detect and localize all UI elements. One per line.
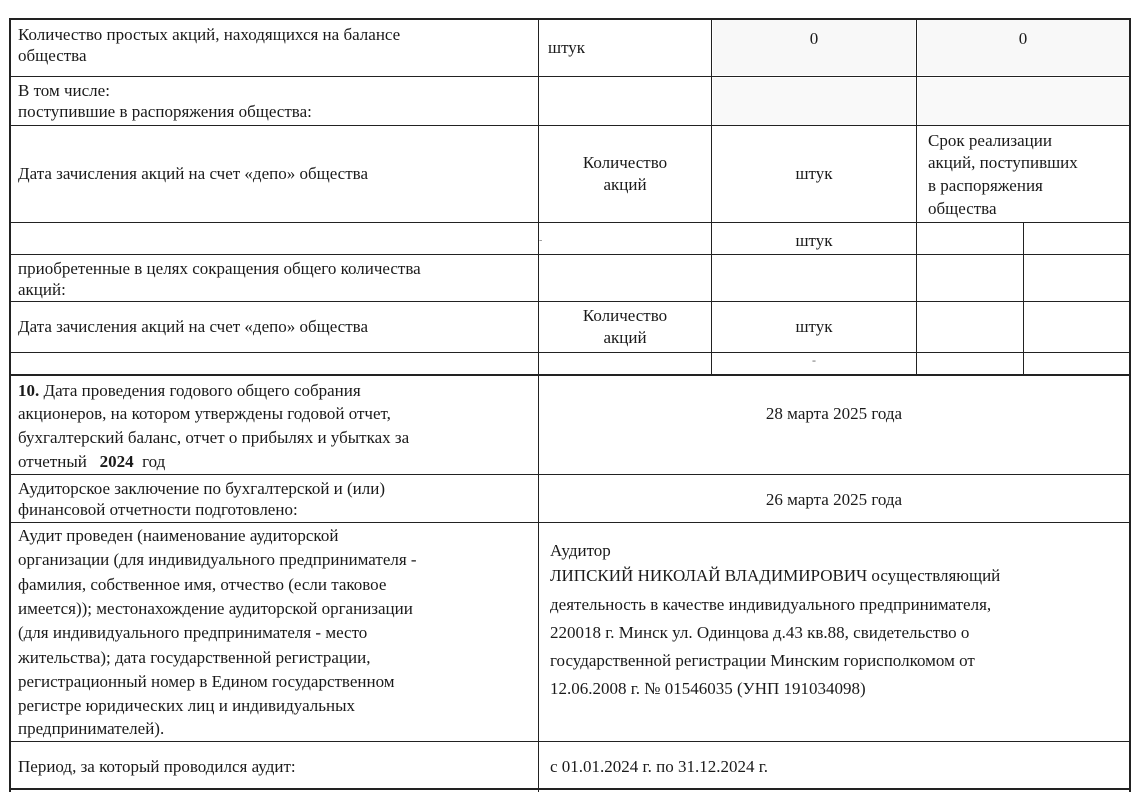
audit-label-line: предпринимателей). [18, 719, 165, 738]
audit-label-line: жительства); дата государственной регистрации, [18, 648, 371, 667]
auditor-line: Аудитор [550, 541, 611, 560]
depo-qty-line2: акций [603, 175, 647, 194]
audit-period-value: с 01.01.2024 г. по 31.12.2024 г. [550, 757, 769, 776]
section10-line4-post: год [142, 452, 166, 471]
acquired-line1: приобретенные в целях сокращения общего количества [18, 259, 421, 278]
shares-balance-value-1: 0 [809, 29, 819, 48]
term-line2: акций, поступивших [928, 153, 1078, 172]
auditor-line: 12.06.2008 г. № 01546035 (УНП 191034098) [550, 679, 866, 698]
empty-row2-col3: - [812, 353, 816, 367]
term-line4: общества [928, 199, 997, 218]
auditor-line: ЛИПСКИЙ НИКОЛАЙ ВЛАДИМИРОВИЧ осуществляющий [550, 566, 1001, 585]
audit-label-line: регистре юридических лиц и индивидуальных [18, 696, 356, 715]
audit-period-label: Период, за который проводился аудит: [18, 757, 296, 776]
audit-report-line1: Аудиторское заключение по бухгалтерской и (или) [18, 479, 386, 498]
depo-qty-line1: Количество [582, 153, 668, 172]
auditor-line: деятельность в качестве индивидуального предпринимателя, [550, 595, 992, 614]
shares-balance-label-line1: Количество простых акций, находящихся на балансе [18, 25, 401, 44]
section10-line4 [18, 451, 165, 472]
section10-line1 [18, 380, 361, 401]
depo-date-label-1: Дата зачисления акций на счет «депо» общества [18, 164, 368, 183]
section10-line4-pre: отчетный [18, 452, 87, 471]
term-line1: Срок реализации [928, 131, 1052, 150]
section10-line2: акционеров, на котором утверждены годовой отчет, [18, 404, 391, 423]
auditor-line: 220018 г. Минск ул. Одинцова д.43 кв.88, свидетельство о [550, 623, 970, 642]
audit-label-line: (для индивидуального предпринимателя - место [18, 623, 368, 642]
scan-shade [713, 78, 915, 125]
meeting-date: 28 марта 2025 года [765, 404, 903, 423]
audit-report-date: 26 марта 2025 года [765, 490, 903, 509]
section10-line3: бухгалтерский баланс, отчет о прибылях и убытках за [18, 428, 410, 447]
depo2-qty-line2: акций [603, 328, 647, 347]
section10-year: 2024 [99, 452, 134, 471]
audit-label-line: регистрационный номер в Едином государственном [18, 672, 395, 691]
depo-unit-1: штук [795, 164, 833, 183]
audit-label-line: имеется)); местонахождение аудиторской организации [18, 599, 413, 618]
audit-report-line2: финансовой отчетности подготовлено: [18, 500, 298, 519]
term-line3: в распоряжения [928, 176, 1043, 195]
acquired-line2: акций: [18, 280, 66, 299]
including-line1: В том числе: [18, 81, 110, 100]
including-line2: поступившие в распоряжения общества: [18, 102, 312, 121]
depo-date-label-2: Дата зачисления акций на счет «депо» общества [18, 317, 368, 336]
depo2-qty-line1: Количество [582, 306, 668, 325]
shares-balance-unit: штук [548, 38, 586, 57]
shares-balance-value-2: 0 [1018, 29, 1028, 48]
section10-line1-text: Дата проведения годового общего собрания [43, 381, 361, 400]
auditor-line: государственной регистрации Минским горисполкомом от [550, 651, 975, 670]
audit-label-line: фамилия, собственное имя, отчество (если таковое [18, 575, 387, 594]
depo-unit-2: штук [795, 317, 833, 336]
audit-label-line: организации (для индивидуального предпринимателя - [18, 550, 417, 569]
shares-balance-label-line2: общества [18, 46, 87, 65]
empty-row1-unit: штук [795, 231, 833, 250]
section10-number: 10. [18, 381, 40, 400]
audit-label-line: Аудит проведен (наименование аудиторской [18, 526, 339, 545]
scan-shade [918, 78, 1131, 125]
